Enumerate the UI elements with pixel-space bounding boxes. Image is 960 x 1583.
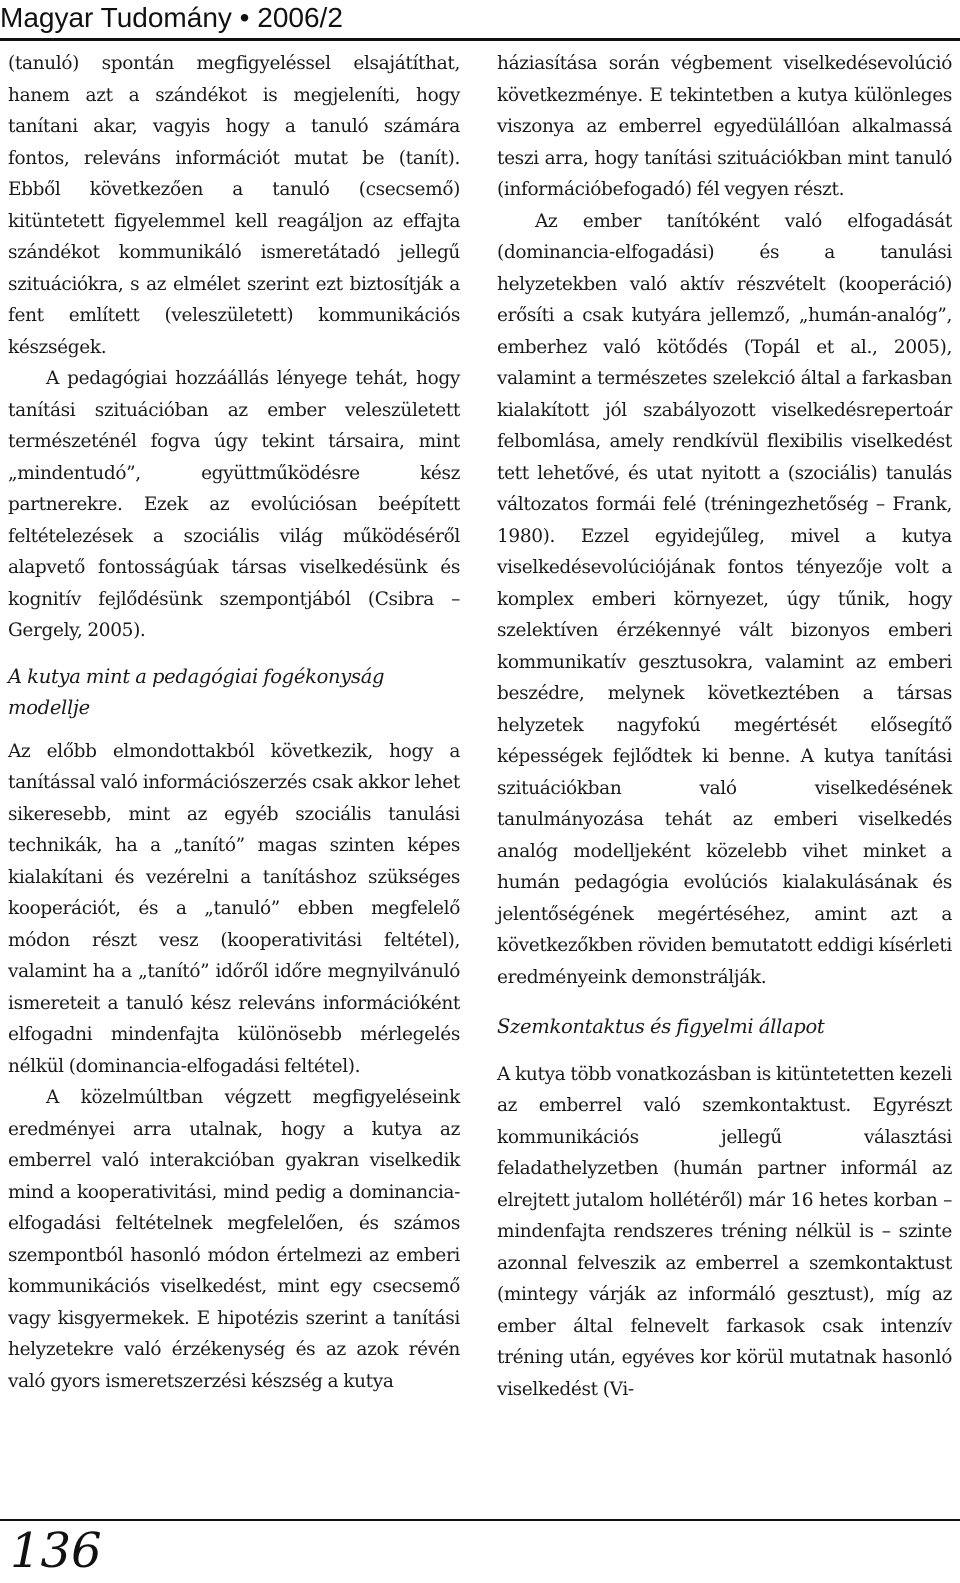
right-paragraph-2: Az ember tanítóként való elfogadását (dominancia-elfogadási) és a tanulási helyzetekben való aktív részvételt (kooperáció) erősíti a csak kutyára jellemző, „humán-analóg”, emberhez való kötődés (Topál et al., 2005), valamint a természetes szelekció által a farkasban kialakított jól szabályozott viselkedésrepertoár felbomlása, amely rendkívül flexibilis viselkedést tett lehetővé, és utat nyitott a (szociális) tanulás változatos formái felé (tréningezhetőség – Frank, 1980). Ezzel egyidejűleg, mivel a kutya viselkedésevolúciójának fontos tényezője volt a komplex emberi környezet, úgy tűnik, hogy szelektíven érzékennyé vált bizonyos emberi kommunikatív gesztusokra, valamint az emberi beszédre, melynek következtében a társas helyzetek nagyfokú megértését elősegítő képességek fejlődtek ki benne. A kutya tanítási szituációkban való viselkedésének tanulmányozása tehát az emberi viselkedés analóg modelljeként közelebb vihet minket a humán pedagógia evolúciós kialakulásának és jelentőségének megértéséhez, amint azt a következőkben röviden bemutatott eddigi kísérleti eredményeink demonstrálják. [497, 210, 952, 988]
header-rule [0, 38, 960, 41]
left-paragraph-4: A közelmúltban végzett megfigyeléseink eredményei arra utalnak, hogy a kutya az emberrel való interakcióban gyakran viselkedik mind a kooperativitási, mind pedig a dominancia-elfogadási feltételnek megfelelően, és számos szempontból hasonló módon értelmezi az emberi kommunikációs viselkedést, mint egy csecsemő vagy kisgyermekek. E hipotézis szerint a tanítási helyzetekre való érzékenység és az azok révén való gyors ismeretszerzési készség a kutya [8, 1087, 460, 1392]
page-number: 136 [10, 1523, 102, 1579]
section-heading-dog-model: A kutya mint a pedagógiai fogékonyság modellje [8, 664, 385, 719]
left-paragraph-3: Az előbb elmondottakból következik, hogy a tanítással való információszerzés csak akkor lehet sikeresebb, mint az egyéb szociális tanulási technikák, ha a „tanító” magas szinten képes kialakítani és vezérelni a tanításhoz szükséges kooperációt, és a „tanuló” ebben megfelelő módon részt vesz (kooperativitási feltétel), valamint ha a „tanító” időről időre megnyilvánuló ismereteit a tanuló kész releváns információként elfogadni mindenfajta különösebb mérlegelés nélkül (dominancia-elfogadási feltétel). [8, 740, 460, 1077]
left-paragraph-1: (tanuló) spontán megfigyeléssel elsajátíthat, hanem azt a szándékot is megjeleníti, hogy tanítani akar, vagyis hogy a tanuló számára fontos, releváns információt mutat be (tanít). Ebből következően a tanuló (csecsemő) kitüntetett figyelemmel kell reagáljon az effajta szándékot kommunikáló ismeretátadó jellegű szituációkra, s az elmélet szerint ezt biztosítják a fent említett (veleszületett) kommunikációs készségek. [8, 53, 460, 358]
right-paragraph-1: háziasítása során végbement viselkedésevolúció következménye. E tekintetben a kutya különleges viszonya az emberrel egyedülállóan alkalmassá teszi arra, hogy tanítási szituációkban mint tanuló (információbefogadó) fél vegyen részt. [497, 53, 952, 200]
left-paragraph-2: A pedagógiai hozzáállás lényege tehát, hogy tanítási szituációban az ember veleszületett természeténél fogva úgy tekint társaira, mint „mindentudó”, együttműködésre kész partnerekre. Ezek az evolúciósan beépített feltételezések a szociális világ működéséről alapvető fontosságúak társas viselkedésünk és kognitív fejlődésünk szempontjából (Csibra – Gergely, 2005). [8, 368, 460, 641]
footer-rule [0, 1519, 960, 1521]
right-column [497, 48, 952, 1405]
section-heading-eye-contact: Szemkontaktus és figyelmi állapot [497, 1015, 825, 1038]
left-column [8, 48, 460, 1397]
journal-header: Magyar Tudomány • 2006/2 [0, 2, 343, 33]
right-paragraph-3: A kutya több vonatkozásban is kitüntetetten kezeli az emberrel való szemkontaktust. Egyrészt kommunikációs jellegű választási feladathelyzetben (humán partner informál az elrejtett jutalom hollétéről) már 16 hetes korban – mindenfajta rendszeres tréning nélkül is – szinte azonnal felveszik az emberrel a szemkontaktust (mintegy várják az informáló gesztust), míg az ember által felnevelt farkasok csak intenzív tréning után, egyéves kor körül mutatnak hasonló viselkedést (Vi- [497, 1063, 952, 1400]
